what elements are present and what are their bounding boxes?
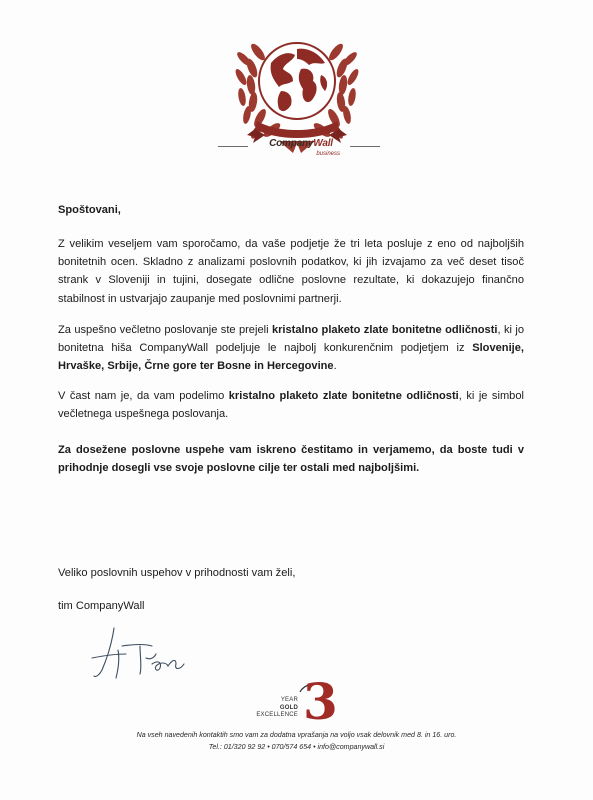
brand-name-part2: Wall [313, 138, 333, 149]
badge-line-3: EXCELLENCE [256, 712, 298, 718]
paragraph-2-bold-1: kristalno plaketo zlate bonitetne odličnosti [271, 324, 498, 336]
letter-paragraph-2 [58, 321, 524, 376]
paragraph-3-text-2: , ki je simbol večletnega uspešnega poslovanja. [58, 390, 524, 421]
letter-closing: Veliko poslovnih uspehov v prihodnosti vam želi, [58, 567, 296, 579]
footer-contact-details: Tel.: 01/320 92 92 • 070/574 654 • info@companywall.si [208, 743, 385, 751]
paragraph-2-text-2: , ki jo bonitetna hiša CompanyWall podeljuje le najbolj konkurenčnim podjetjem iz [58, 324, 524, 355]
paragraph-2-bold-2: Slovenije, Hrvaške, Srbije, Črne gore ter Bosne in Hercegovine [58, 342, 524, 373]
letter-paragraph-1: Z velikim veseljem vam sporočamo, da vaše podjetje že tri leta posluje z eno od najboljših bonitetnih ocen. Skladno z analizami poslovnih podatkov, ki jih izvajamo za več deset tisoč strank v Sloveniji in tujini, dosegate odlične poslovne rezultate, ki dokazujejo finančno stabilnost in ustvarjajo zaupanje med poslovnimi partnerji. [58, 238, 524, 305]
brand-name-part1: Company [269, 138, 314, 149]
badge-label [250, 697, 298, 720]
letter-signatory: tim CompanyWall [58, 600, 145, 612]
letter-paragraph-4: Za dosežene poslovne uspehe vam iskreno čestitamo in verjamemo, da boste tudi v prihodnje dosegli vse svoje poslovne cilje ter ostali med najboljšimi. [58, 444, 524, 475]
paragraph-2-text-3: . [333, 360, 337, 373]
paragraph-3-text-1: V čast nam je, da vam podelimo [58, 390, 229, 402]
footer-contact-note: Na vseh navedenih kontaktih smo vam za dodatna vprašanja na voljo vsak delovnik med 8. in 16. uro. [136, 731, 457, 739]
brand-divider-left [218, 146, 248, 147]
brand-subtitle: business [316, 151, 340, 157]
badge-number: 3 [303, 672, 338, 731]
paragraph-2-text-1: Za uspešno večletno poslovanje ste prejeli [58, 324, 272, 336]
paragraph-3-bold-1: kristalno plaketo zlate bonitetne odličnosti [228, 390, 459, 402]
brand-name [256, 138, 346, 149]
signature-image [88, 624, 198, 682]
letter-paragraph-3 [58, 387, 524, 423]
badge-line-2: GOLD [279, 704, 298, 711]
badge-line-1: YEAR [280, 697, 298, 703]
letter-greeting: Spoštovani, [58, 204, 121, 216]
brand-divider-right [350, 146, 380, 147]
